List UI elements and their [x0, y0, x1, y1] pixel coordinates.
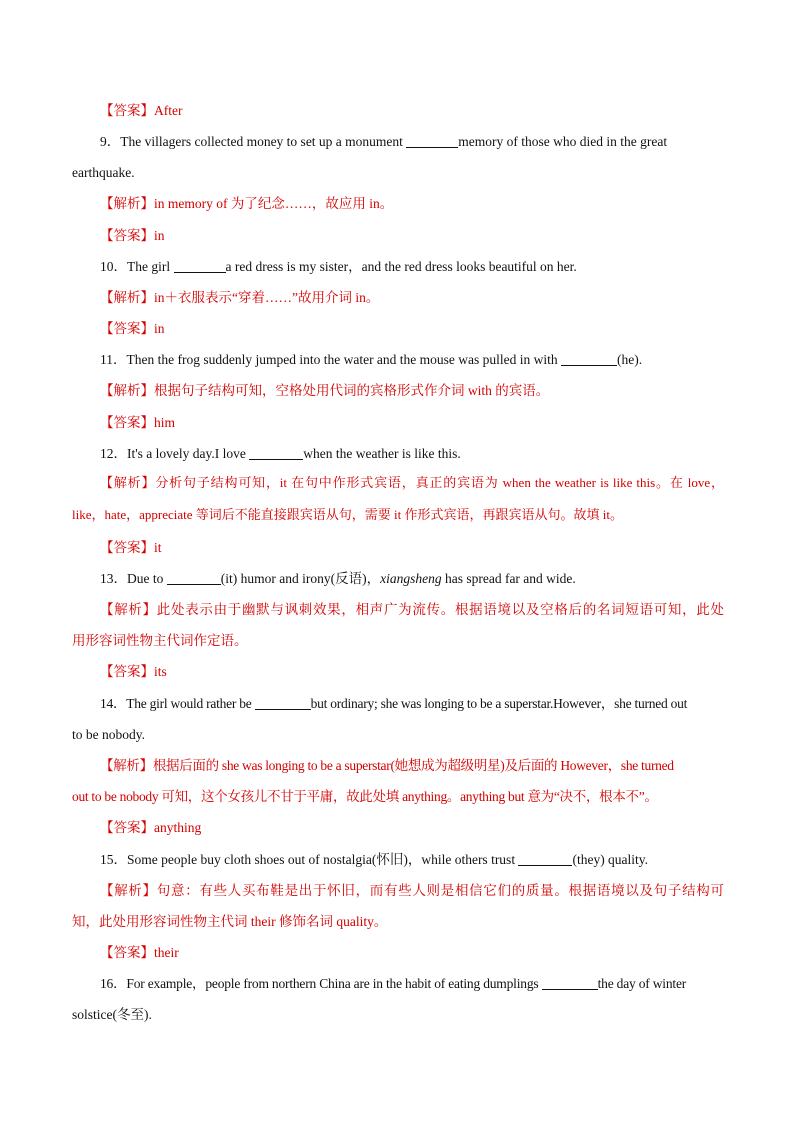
- analysis-14-line2: out to be nobody 可知，这个女孩儿不甘于平庸，故此处填 anything。anything but 意为“决不，根本不”。: [72, 789, 658, 804]
- answer-15: 【答案】their: [100, 945, 179, 960]
- analysis-13-line2: 用形容词性物主代词作定语。: [72, 633, 248, 648]
- question-15: 15．Some people buy cloth shoes out of nostalgia(怀旧)，while others trust (they) quality.: [100, 852, 649, 867]
- blank: [174, 259, 226, 273]
- answer-11: 【答案】him: [100, 415, 176, 430]
- answer-9: 【答案】in: [100, 228, 165, 243]
- question-11: 11．Then the frog suddenly jumped into the water and the mouse was pulled in with (he).: [100, 352, 643, 367]
- analysis-12-line1: 【解析】分析句子结构可知，it 在句中作形式宾语，真正的宾语为 when the weather is like this。在 love，: [100, 475, 724, 490]
- question-16-line2: solstice(冬至).: [72, 1007, 152, 1022]
- question-12: 12．It's a lovely day.I love when the weather is like this.: [100, 446, 461, 461]
- analysis-13-line1: 【解析】此处表示由于幽默与讽刺效果，相声广为流传。根据语境以及空格后的名词短语可知，此处: [100, 602, 725, 617]
- question-10: 10．The girl a red dress is my sister，and the red dress looks beautiful on her.: [100, 259, 577, 274]
- answer-10: 【答案】in: [100, 321, 165, 336]
- blank: [249, 446, 303, 460]
- analysis-12-line2: like，hate，appreciate 等词后不能直接跟宾语从句，需要 it 作形式宾语，再跟宾语从句。故填 it。: [72, 507, 623, 522]
- blank: [561, 352, 617, 366]
- blank: [255, 696, 311, 710]
- question-9-line1: 9．The villagers collected money to set up a monument memory of those who died in the great: [100, 134, 668, 149]
- answer-8: 【答案】After: [100, 103, 183, 118]
- blank: [518, 852, 572, 866]
- question-14-line2: to be nobody.: [72, 727, 145, 742]
- question-16-line1: 16．For example，people from northern China are in the habit of eating dumplings the day of winter: [100, 976, 687, 991]
- answer-12: 【答案】it: [100, 540, 162, 555]
- question-13: 13．Due to (it) humor and irony(反语)，xiangsheng has spread far and wide.: [100, 571, 576, 586]
- answer-13: 【答案】its: [100, 664, 167, 679]
- analysis-10: 【解析】in＋衣服表示“穿着……”故用介词 in。: [100, 290, 380, 305]
- blank: [406, 134, 458, 148]
- analysis-11: 【解析】根据句子结构可知，空格处用代词的宾格形式作介词 with 的宾语。: [100, 383, 550, 398]
- analysis-14-line1: 【解析】根据后面的 she was longing to be a superstar(她想成为超级明星)及后面的 However，she turned: [100, 758, 674, 773]
- question-9-line2: earthquake.: [72, 165, 135, 180]
- analysis-15-line1: 【解析】句意：有些人买布鞋是出于怀旧，而有些人则是相信它们的质量。根据语境以及句子结构可: [100, 883, 725, 898]
- answer-14: 【答案】anything: [100, 820, 202, 835]
- analysis-15-line2: 知，此处用形容词性物主代词 their 修饰名词 quality。: [72, 914, 388, 929]
- question-14-line1: 14．The girl would rather be but ordinary; she was longing to be a superstar.However，she turned out: [100, 696, 688, 711]
- blank: [542, 976, 598, 990]
- analysis-9: 【解析】in memory of 为了纪念……，故应用 in。: [100, 196, 394, 211]
- blank: [167, 571, 221, 585]
